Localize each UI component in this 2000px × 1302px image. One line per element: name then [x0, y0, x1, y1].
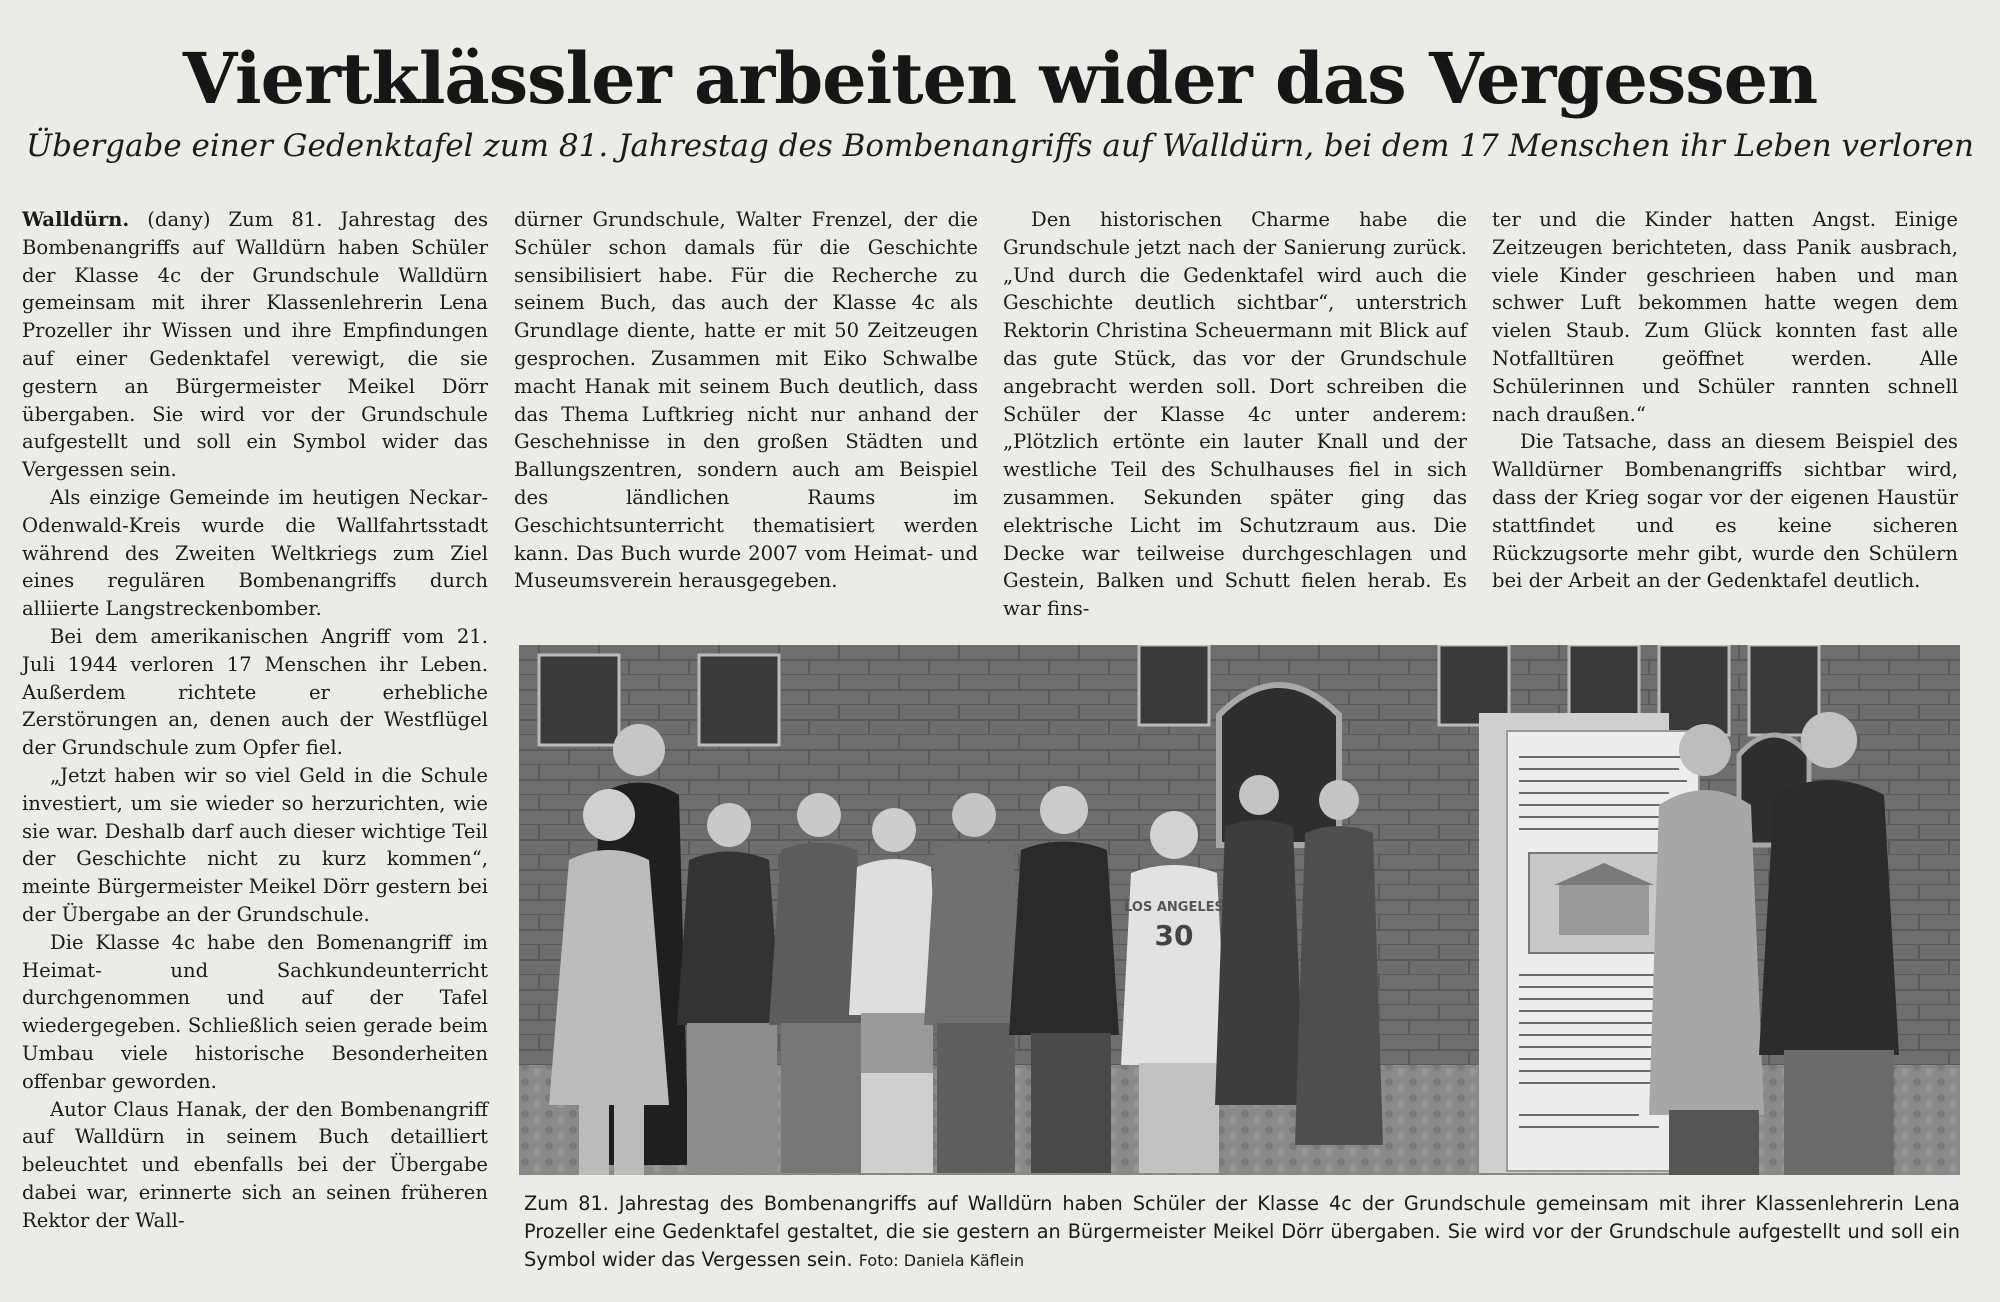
jersey-number: 30 — [1154, 919, 1194, 952]
photo-caption — [524, 1190, 1960, 1275]
photo-illustration — [519, 645, 1960, 1175]
paragraph: „Jetzt haben wir so viel Geld in die Schule investiert, um sie wieder so herzurichten, wie sie war. Deshalb darf auch dieser wichtige Teil der Geschichte nicht zu kurz kommen“, meinte Bürgermeister Meikel Dörr gestern bei der Übergabe an der Grundschule. — [22, 763, 488, 926]
paragraph-text: Zum 81. Jahrestag des Bombenangriffs auf Walldürn haben Schüler der Klasse 4c der Grundschule Walldürn gemeinsam mit ihrer Klassenlehrerin Lena Prozeller ihr Wissen und ihre Empfindungen auf einer Gedenktafel verewigt, die sie gestern an Bürgermeister Meikel Dörr übergaben. Sie wird vor der Grundschule aufgestellt und soll ein Symbol wider das Vergessen sein. — [22, 208, 489, 482]
byline: (dany) — [147, 208, 211, 231]
subheadline: Übergabe einer Gedenktafel zum 81. Jahrestag des Bombenangriffs auf Walldürn, bei dem 17 Menschen ihr Leben verloren — [26, 128, 1974, 164]
paragraph — [22, 206, 488, 484]
article-column-3 — [1003, 206, 1467, 623]
paragraph: Die Tatsache, dass an diesem Beispiel des Walldürner Bombenangriffs sichtbar wird, dass der Krieg sogar vor der eigenen Haustür stattfindet und es keine sicheren Rückzugsorte mehr gibt, wurde den Schülern bei der Arbeit an der Gedenktafel deutlich. — [1492, 430, 1958, 593]
article-column-2 — [514, 206, 978, 595]
paragraph: Den historischen Charme habe die Grundschule jetzt nach der Sanierung zurück. „Und durch die Gedenktafel wird auch die Geschichte deutlich sichtbar“, unterstrich Rektorin Christina Scheuermann mit Blick auf das gute Stück, das vor der Grundschule angebracht werden soll. Dort schreiben die Schüler der Klasse 4c unter anderem: „Plötzlich ertönte ein lauter Knall und der westliche Teil des Schulhauses fiel in sich zusammen. Sekunden später ging das elektrische Licht im Schutzraum aus. Die Decke war teilweise durchgeschlagen und Gestein, Balken und Schutt fielen herab. Es war fins- — [1003, 208, 1467, 621]
paragraph: Autor Claus Hanak, der den Bombenangriff auf Walldürn in seinem Buch detailliert beleuchtet und ebenfalls bei der Übergabe dabei war, erinnerte sich an seinen früheren Rektor der Wall- — [22, 1097, 488, 1232]
jersey-text: LOS ANGELES — [1124, 900, 1224, 915]
caption-text: Zum 81. Jahrestag des Bombenangriffs auf Walldürn haben Schüler der Klasse 4c der Grundschule gemeinsam mit ihrer Klassenlehrerin Lena Prozeller eine Gedenktafel gestaltet, die sie gestern an Bürgermeister Meikel Dörr übergaben. Sie wird vor der Grundschule aufgestellt und soll ein Symbol wider das Vergessen sein. — [524, 1192, 1960, 1271]
paragraph: Als einzige Gemeinde im heutigen Neckar-Odenwald-Kreis wurde die Wallfahrtsstadt während des Zweiten Weltkriegs zum Ziel eines regulären Bombenangriffs durch alliierte Langstreckenbomber. — [22, 485, 488, 621]
paragraph: Die Klasse 4c habe den Bomenangriff im Heimat- und Sachkundeunterricht durchgenommen und auf der Tafel wiedergegeben. Schließlich seien gerade beim Umbau viele historische Besonderheiten offenbar geworden. — [22, 930, 488, 1093]
article-column-4 — [1492, 206, 1958, 595]
article-column-1 — [22, 206, 488, 1234]
headline: Viertklässler arbeiten wider das Vergessen — [182, 37, 1818, 120]
paragraph: dürner Grundschule, Walter Frenzel, der die Schüler schon damals für die Geschichte sensibilisiert habe. Für die Recherche zu seinem Buch, das auch der Klasse 4c als Grundlage diente, hatte er mit 50 Zeitzeugen gesprochen. Zusammen mit Eiko Schwalbe macht Hanak mit seinem Buch deutlich, dass das Thema Luftkrieg nicht nur anhand der Geschehnisse in den großen Städten und Ballungszentren, sondern auch am Beispiel des ländlichen Raums im Geschichtsunterricht thematisiert werden kann. Das Buch wurde 2007 vom Heimat- und Museumsverein herausgegeben. — [514, 208, 978, 593]
paragraph: ter und die Kinder hatten Angst. Einige Zeitzeugen berichteten, dass Panik ausbrach, viele Kinder geschrieen haben und man schwer Luft bekommen hatte wegen dem vielen Staub. Zum Glück konnten fast alle Notfalltüren geöffnet werden. Alle Schülerinnen und Schüler rannten schnell nach draußen.“ — [1492, 208, 1958, 426]
paragraph: Bei dem amerikanischen Angriff vom 21. Juli 1944 verloren 17 Menschen ihr Leben. Außerdem richtete er erhebliche Zerstörungen an, denen auch der Westflügel der Grundschule zum Opfer fiel. — [22, 624, 488, 760]
group-photo — [519, 645, 1960, 1175]
dateline: Walldürn. — [22, 208, 130, 231]
photo-credit: Foto: Daniela Käflein — [858, 1251, 1025, 1270]
